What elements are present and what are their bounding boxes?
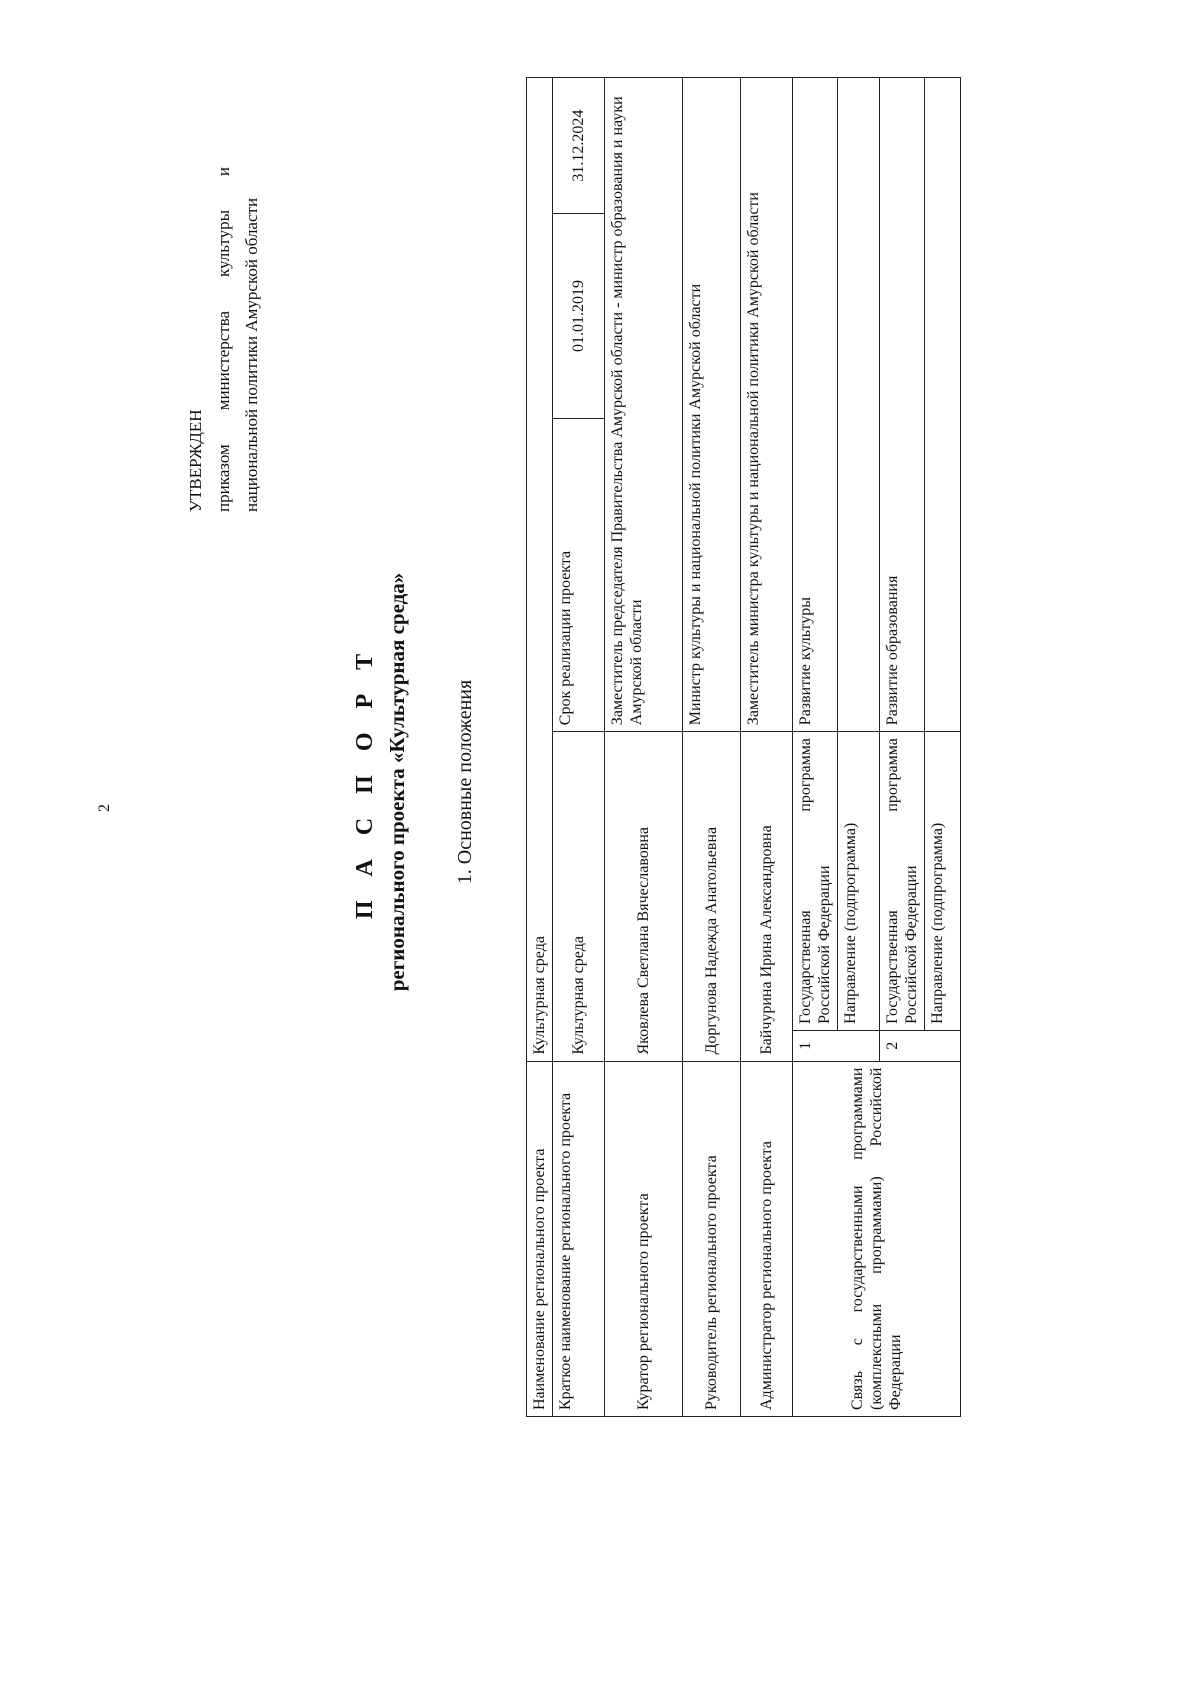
direction-value: [838, 78, 880, 732]
program-value: Развитие образования: [880, 78, 925, 732]
approval-block: [182, 167, 266, 512]
row-value: Культурная среда: [553, 732, 605, 1061]
row-position: Заместитель министра культуры и национальной политики Амурской области: [741, 78, 793, 732]
table-row: [605, 78, 683, 1417]
title-project: регионального проекта «Культурная среда»: [385, 572, 409, 992]
row-value: Яковлева Светлана Вячеславовна: [605, 732, 683, 1061]
section-title: 1. Основные положения: [454, 679, 476, 885]
program-type: Государственная программа Российской Федерации: [880, 732, 925, 1031]
approval-heading: УТВЕРЖДЕН: [186, 409, 205, 512]
row-label: Администратор регионального проекта: [741, 1061, 793, 1416]
row-label: Куратор регионального проекта: [605, 1061, 683, 1416]
approval-text: приказом министерства культуры и национальной политики Амурской области: [214, 167, 261, 512]
term-label: Срок реализации проекта: [553, 418, 605, 731]
table-row: [793, 78, 838, 1417]
term-end: 31.12.2024: [553, 78, 605, 214]
direction-value: [925, 78, 961, 732]
row-label: Руководитель регионального проекта: [683, 1061, 741, 1416]
document-title: [352, 502, 410, 1062]
program-number: 1: [793, 1030, 880, 1061]
table-row: [553, 78, 605, 1417]
page-number: 2: [96, 804, 113, 812]
program-type: Государственная программа Российской Федерации: [793, 732, 838, 1031]
term-start: 01.01.2019: [553, 214, 605, 418]
table-row: [741, 78, 793, 1417]
program-number: 2: [880, 1030, 961, 1061]
program-value: Развитие культуры: [793, 78, 838, 732]
row-label: Наименование регионального проекта: [527, 1061, 553, 1416]
direction-label: Направление (подпрограмма): [925, 732, 961, 1031]
row-label: Краткое наименование регионального проекта: [553, 1061, 605, 1416]
row-value: Байчурина Ирина Александровна: [741, 732, 793, 1061]
passport-table: [526, 77, 961, 1417]
link-label: Связь с государственными программами (комплексными программами) Российской Федерации: [793, 1061, 961, 1416]
row-value: Культурная среда: [527, 78, 553, 1062]
direction-label: Направление (подпрограмма): [838, 732, 880, 1031]
table-row: [527, 78, 553, 1417]
row-position: Министр культуры и национальной политики Амурской области: [683, 78, 741, 732]
row-position: Заместитель председателя Правительства Амурской области - министр образования и науки Амурской области: [605, 78, 683, 732]
rotated-page: [0, 82, 1080, 1642]
title-passport: П А С П О Р Т: [352, 644, 378, 920]
table-row: [683, 78, 741, 1417]
row-value: Доргунова Надежда Анатольевна: [683, 732, 741, 1061]
